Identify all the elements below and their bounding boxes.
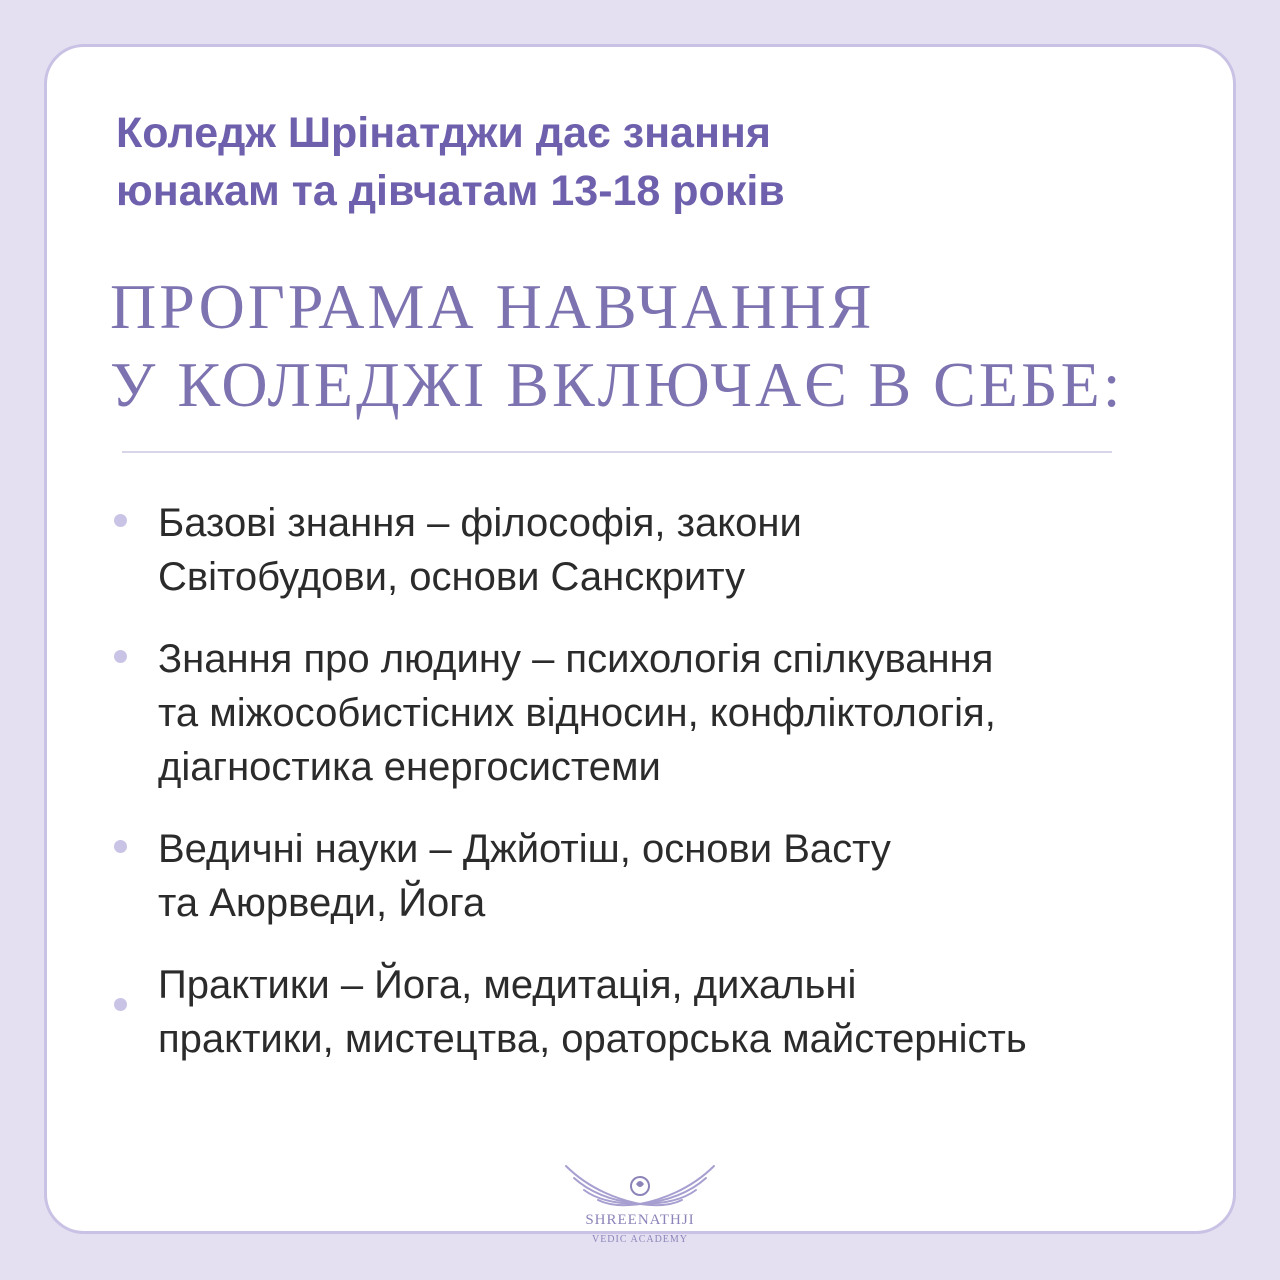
list-item-line: та Аюрведи, Йога: [158, 881, 486, 925]
brand-name: SHREENATHJI: [585, 1212, 695, 1228]
list-item-line: Ведичні науки – Джйотіш, основи Васту: [158, 827, 891, 871]
bullet-dot-icon: [114, 840, 127, 853]
bullet-dot-icon: [114, 998, 127, 1011]
list-item: [110, 632, 1210, 794]
brand-subtitle: VEDIC ACADEMY: [591, 1234, 689, 1245]
list-item: [110, 822, 1210, 930]
list-item: [110, 958, 1210, 1066]
program-list: [110, 496, 1210, 1094]
list-item-line: практики, мистецтва, ораторська майстерність: [158, 1017, 1027, 1061]
intro-heading: [116, 104, 785, 220]
program-title-line-1: ПРОГРАМА НАВЧАННЯ: [110, 271, 875, 342]
list-item-line: Знання про людину – психологія спілкування: [158, 637, 994, 681]
intro-line-2: юнакам та дівчатам 13-18 років: [116, 167, 785, 215]
academy-logo: [550, 1160, 730, 1260]
list-item-line: та міжособистісних відносин, конфліктологія,: [158, 691, 996, 735]
winged-om-icon: [560, 1160, 720, 1210]
list-item-line: Світобудови, основи Санскриту: [158, 555, 746, 599]
program-title-line-2: У КОЛЕДЖІ ВКЛЮЧАЄ В СЕБЕ:: [110, 349, 1124, 420]
program-title: [110, 268, 1124, 424]
divider: [122, 451, 1112, 453]
intro-line-1: Коледж Шрінатджи дає знання: [116, 109, 771, 157]
bullet-dot-icon: [114, 514, 127, 527]
list-item-line: діагностика енергосистеми: [158, 745, 661, 789]
list-item: [110, 496, 1210, 604]
bullet-dot-icon: [114, 650, 127, 663]
list-item-line: Базові знання – філософія, закони: [158, 501, 802, 545]
list-item-line: Практики – Йога, медитація, дихальні: [158, 963, 857, 1007]
